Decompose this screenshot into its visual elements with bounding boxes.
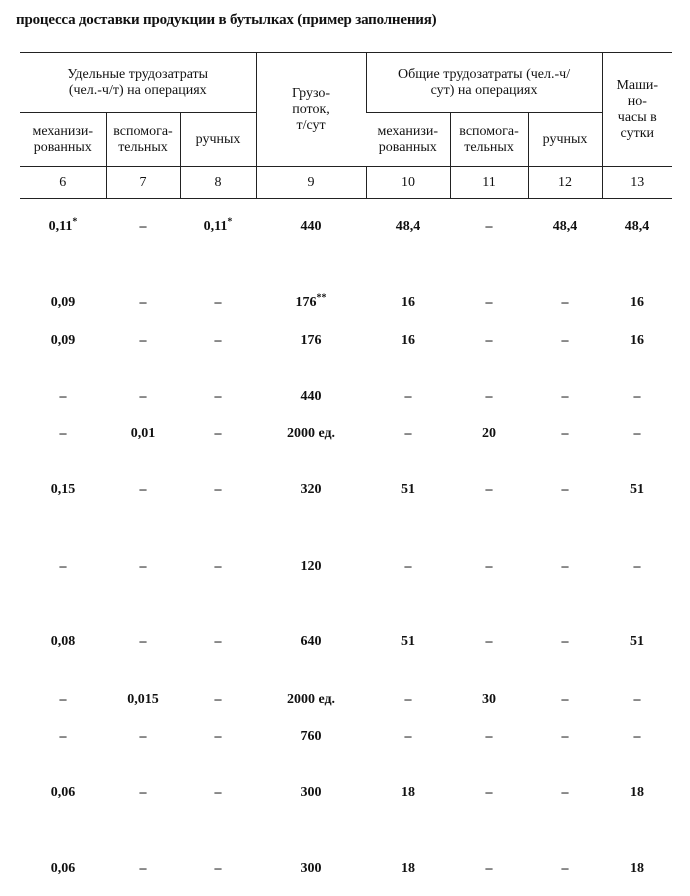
cell-value: 51 — [401, 482, 415, 497]
table-cell — [20, 727, 106, 747]
table-cell — [366, 424, 450, 444]
col-number: 13 — [602, 167, 672, 199]
table-cell — [20, 387, 106, 407]
table-cell — [528, 424, 602, 444]
table-cell — [528, 387, 602, 407]
table-cell — [180, 557, 256, 577]
col-number: 8 — [180, 167, 256, 199]
cell-value: – — [214, 482, 222, 497]
cell-value: 0,01 — [130, 426, 156, 441]
header-mechanized-total: механизи-рованных — [377, 123, 439, 155]
cell-value: 20 — [482, 426, 496, 441]
cell-value: – — [139, 295, 147, 310]
cell-value: – — [59, 729, 67, 744]
table-row — [20, 632, 672, 652]
cell-value: 51 — [630, 482, 644, 497]
table-cell — [602, 557, 672, 577]
cell-value: – — [214, 692, 222, 707]
cell-value: – — [214, 729, 222, 744]
table-cell — [180, 480, 256, 500]
table-cell — [602, 331, 672, 351]
cell-value: – — [139, 219, 147, 234]
table-cell — [450, 859, 528, 879]
table-cell — [528, 783, 602, 803]
cell-value: – — [485, 295, 493, 310]
table-cell — [256, 424, 366, 444]
table-cell — [180, 424, 256, 444]
table-cell — [602, 480, 672, 500]
table-cell — [366, 217, 450, 237]
header-cargo-flow: Грузо-поток, т/сут — [256, 53, 366, 167]
cell-value: 16 — [630, 295, 644, 310]
table-cell — [450, 293, 528, 313]
table-cell — [106, 331, 180, 351]
table-cell — [450, 424, 528, 444]
table-row — [20, 690, 672, 710]
cell-value: – — [561, 426, 569, 441]
cell-value: 16 — [401, 333, 415, 348]
table-cell — [20, 632, 106, 652]
header-machine-hours: Маши-но-часы в сутки — [602, 53, 672, 167]
cell-value: – — [139, 389, 147, 404]
table-cell — [256, 783, 366, 803]
cell-value: – — [404, 729, 412, 744]
cell-value: – — [404, 692, 412, 707]
cell-value: 2000 ед. — [286, 692, 336, 707]
cell-value: – — [485, 785, 493, 800]
table-cell — [20, 293, 106, 313]
table-cell — [602, 293, 672, 313]
cell-value: – — [485, 729, 493, 744]
table-cell — [602, 859, 672, 879]
cell-value: – — [214, 333, 222, 348]
cell-value: – — [485, 333, 493, 348]
table-cell — [450, 480, 528, 500]
table-cell — [106, 424, 180, 444]
table-cell — [366, 557, 450, 577]
cell-value: – — [214, 426, 222, 441]
header-auxiliary: вспомога-тельных — [106, 113, 180, 167]
table-cell — [366, 480, 450, 500]
table-cell — [256, 859, 366, 879]
table-cell — [450, 632, 528, 652]
cell-value: – — [485, 482, 493, 497]
cell-value: 300 — [300, 861, 322, 876]
table-cell — [180, 727, 256, 747]
cell-value: – — [561, 785, 569, 800]
cell-value: – — [59, 692, 67, 707]
table-row — [20, 727, 672, 747]
cell-value: – — [561, 559, 569, 574]
table-cell — [106, 859, 180, 879]
table-cell — [20, 424, 106, 444]
cell-value: – — [561, 389, 569, 404]
cell-value: 300 — [300, 785, 322, 800]
cell-value: – — [139, 482, 147, 497]
cell-value: – — [139, 559, 147, 574]
cell-value: 18 — [401, 861, 415, 876]
col-number: 7 — [106, 167, 180, 199]
table-cell — [602, 727, 672, 747]
cell-value: 760 — [300, 729, 322, 744]
table-cell — [366, 387, 450, 407]
cell-value: – — [485, 559, 493, 574]
cell-value: 640 — [300, 634, 322, 649]
table-cell — [528, 217, 602, 237]
cell-value: – — [214, 634, 222, 649]
cell-value: – — [404, 389, 412, 404]
table-cell — [256, 387, 366, 407]
cell-value: 51 — [630, 634, 644, 649]
header-auxiliary-total: вспомога-тельных — [450, 113, 528, 167]
table-cell — [602, 387, 672, 407]
table-cell — [528, 632, 602, 652]
table-cell — [602, 424, 672, 444]
cell-value: 440 — [300, 219, 322, 234]
table-cell — [106, 480, 180, 500]
cell-value: – — [59, 389, 67, 404]
cell-value: 320 — [300, 482, 322, 497]
table-cell — [602, 632, 672, 652]
table-cell — [106, 690, 180, 710]
cell-value: 48,4 — [395, 219, 421, 234]
cell-value: – — [485, 219, 493, 234]
col-number: 10 — [366, 167, 450, 199]
cell-value: – — [59, 426, 67, 441]
col-number: 12 — [528, 167, 602, 199]
table-cell — [106, 217, 180, 237]
header-manual: ручных — [180, 113, 256, 167]
cell-value: 16 — [630, 333, 644, 348]
table-header — [20, 52, 672, 199]
table-cell — [366, 331, 450, 351]
table-cell — [20, 217, 106, 237]
table-cell — [20, 859, 106, 879]
table-cell — [366, 783, 450, 803]
cell-value: – — [139, 785, 147, 800]
cell-value: 0,11 — [203, 219, 228, 234]
table-cell — [256, 557, 366, 577]
footnote-mark: * — [72, 216, 78, 228]
cell-value: 2000 ед. — [286, 426, 336, 441]
table-row — [20, 331, 672, 351]
table-row — [20, 480, 672, 500]
table-cell — [602, 783, 672, 803]
table-cell — [528, 331, 602, 351]
cell-value: – — [633, 426, 641, 441]
cell-value: – — [485, 389, 493, 404]
table-row — [20, 557, 672, 577]
cell-value: – — [59, 559, 67, 574]
cell-value: – — [561, 333, 569, 348]
table-cell — [180, 859, 256, 879]
col-number: 6 — [20, 167, 106, 199]
cell-value: 0,08 — [50, 634, 76, 649]
table-cell — [528, 557, 602, 577]
table-row — [20, 293, 672, 313]
table-cell — [528, 293, 602, 313]
header-mechanized: механизи-рованных — [32, 123, 94, 155]
table-row — [20, 859, 672, 879]
table-cell — [450, 331, 528, 351]
table-cell — [366, 632, 450, 652]
cell-value: – — [214, 389, 222, 404]
table-cell — [180, 331, 256, 351]
footnote-mark: ** — [316, 292, 327, 304]
table-row — [20, 217, 672, 237]
table-cell — [602, 217, 672, 237]
table-cell — [602, 690, 672, 710]
cell-value: – — [214, 559, 222, 574]
table-cell — [528, 859, 602, 879]
cell-value: 0,06 — [50, 785, 76, 800]
table-cell — [20, 331, 106, 351]
col-number: 9 — [256, 167, 366, 199]
cell-value: 176 — [295, 295, 317, 310]
cell-value: 18 — [630, 861, 644, 876]
page-title: процесса доставки продукции в бутылках (пример заполнения) — [16, 12, 437, 28]
cell-value: – — [139, 729, 147, 744]
table-cell — [256, 217, 366, 237]
table-cell — [366, 293, 450, 313]
cell-value: 18 — [630, 785, 644, 800]
header-manual-total: ручных — [528, 113, 602, 167]
cell-value: – — [139, 333, 147, 348]
cell-value: 440 — [300, 389, 322, 404]
table-cell — [366, 690, 450, 710]
cell-value: 18 — [401, 785, 415, 800]
table-row — [20, 387, 672, 407]
table-cell — [450, 727, 528, 747]
table-cell — [106, 727, 180, 747]
table-cell — [106, 387, 180, 407]
table-cell — [106, 557, 180, 577]
cell-value: – — [561, 729, 569, 744]
table-cell — [106, 293, 180, 313]
table-cell — [528, 480, 602, 500]
table-cell — [256, 480, 366, 500]
footnote-mark: * — [227, 216, 233, 228]
table-cell — [450, 217, 528, 237]
cell-value: – — [214, 785, 222, 800]
cell-value: – — [214, 861, 222, 876]
cell-value: 0,09 — [50, 333, 76, 348]
cell-value: 176 — [300, 333, 322, 348]
cell-value: – — [633, 559, 641, 574]
table-cell — [450, 690, 528, 710]
table-cell — [256, 293, 366, 313]
cell-value: – — [561, 861, 569, 876]
cell-value: – — [633, 692, 641, 707]
cell-value: 120 — [300, 559, 322, 574]
cell-value: – — [561, 634, 569, 649]
cell-value: 0,015 — [127, 692, 159, 707]
cell-value: – — [404, 426, 412, 441]
table-cell — [450, 783, 528, 803]
table-cell — [256, 727, 366, 747]
table-cell — [20, 690, 106, 710]
table-cell — [180, 293, 256, 313]
cell-value: – — [633, 729, 641, 744]
cell-value: 0,06 — [50, 861, 76, 876]
table-cell — [20, 557, 106, 577]
table-cell — [180, 783, 256, 803]
table-cell — [20, 480, 106, 500]
cell-value: 30 — [482, 692, 496, 707]
table-cell — [450, 557, 528, 577]
table-row — [20, 424, 672, 444]
header-specific-labor: Удельные трудозатраты (чел.-ч/т) на операциях — [20, 53, 256, 113]
table-cell — [180, 387, 256, 407]
table-cell — [366, 727, 450, 747]
table-cell — [450, 387, 528, 407]
cell-value: 48,4 — [624, 219, 650, 234]
cell-value: – — [561, 295, 569, 310]
header-total-labor: Общие трудозатраты (чел.-ч/сут) на операциях — [366, 53, 602, 113]
cell-value: 0,11 — [48, 219, 73, 234]
cell-value: – — [561, 692, 569, 707]
cell-value: 0,15 — [50, 482, 76, 497]
cell-value: – — [633, 389, 641, 404]
table-cell — [366, 859, 450, 879]
table-cell — [20, 783, 106, 803]
table-cell — [180, 217, 256, 237]
table-cell — [106, 632, 180, 652]
cell-value: – — [139, 861, 147, 876]
cell-value: 51 — [401, 634, 415, 649]
cell-value: 16 — [401, 295, 415, 310]
col-number: 11 — [450, 167, 528, 199]
table-cell — [256, 331, 366, 351]
table-row — [20, 783, 672, 803]
table-cell — [180, 690, 256, 710]
cell-value: – — [561, 482, 569, 497]
table-cell — [106, 783, 180, 803]
table-cell — [256, 690, 366, 710]
cell-value: – — [139, 634, 147, 649]
cell-value: 48,4 — [552, 219, 578, 234]
cell-value: – — [485, 634, 493, 649]
table-cell — [528, 690, 602, 710]
cell-value: – — [485, 861, 493, 876]
cell-value: – — [404, 559, 412, 574]
table-cell — [528, 727, 602, 747]
table-cell — [256, 632, 366, 652]
table-cell — [180, 632, 256, 652]
cell-value: 0,09 — [50, 295, 76, 310]
cell-value: – — [214, 295, 222, 310]
